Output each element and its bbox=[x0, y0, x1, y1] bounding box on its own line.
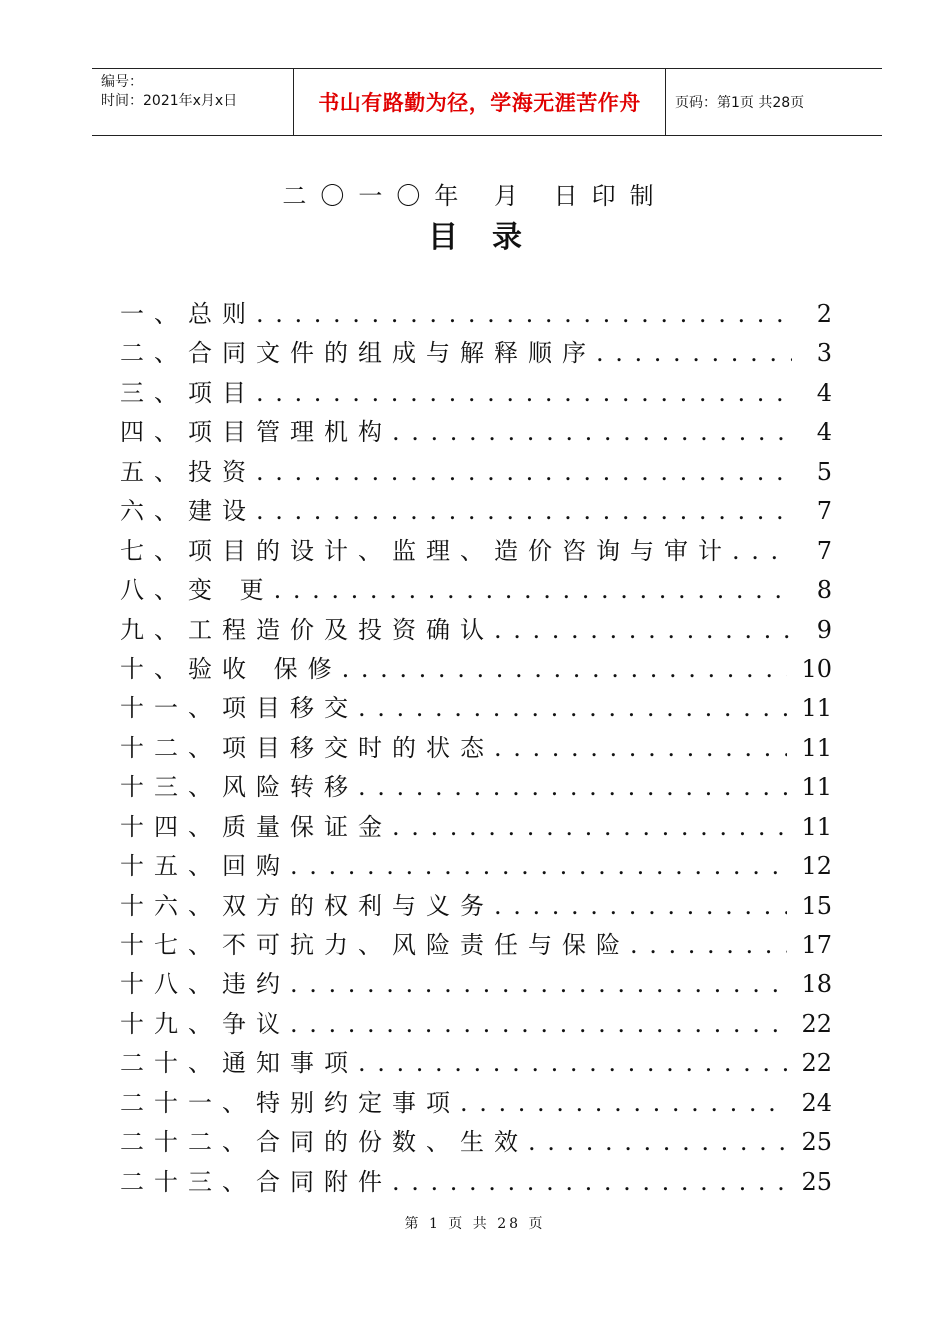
toc-entry-page: 2 bbox=[816, 300, 832, 328]
toc-entry-label: 十九、争议 bbox=[120, 1009, 290, 1038]
toc-leader-dots bbox=[358, 694, 787, 722]
toc-entry[interactable] bbox=[120, 846, 832, 885]
toc-leader-dots bbox=[256, 497, 792, 525]
toc-entry-page: 5 bbox=[816, 457, 832, 486]
toc-leader-dots bbox=[274, 576, 792, 604]
toc-entry-page: 4 bbox=[816, 418, 832, 447]
toc-entry-label: 六、建设 bbox=[120, 497, 256, 526]
toc-entry-page: 12 bbox=[801, 852, 832, 881]
toc-entry-page: 7 bbox=[816, 536, 832, 565]
toc-entry-label: 二十二、合同的份数、生效 bbox=[120, 1128, 528, 1157]
toc-entry[interactable] bbox=[120, 1004, 832, 1043]
toc-leader-dots bbox=[358, 1049, 787, 1077]
toc-entry-label: 三、项目 bbox=[120, 378, 256, 407]
toc-entry-page: 3 bbox=[816, 339, 832, 368]
toc-entry[interactable] bbox=[120, 1162, 832, 1201]
toc-entry[interactable] bbox=[120, 925, 832, 964]
toc-entry[interactable] bbox=[120, 807, 832, 846]
toc-leader-dots bbox=[392, 1168, 787, 1196]
toc-entry-label: 五、投资 bbox=[120, 457, 256, 486]
toc-entry-page: 15 bbox=[801, 891, 832, 920]
serial-label: 编号： bbox=[101, 74, 143, 90]
toc-entry[interactable] bbox=[120, 964, 832, 1003]
toc-entry-page: 22 bbox=[801, 1049, 832, 1078]
toc-entry[interactable] bbox=[120, 531, 832, 570]
toc-leader-dots bbox=[256, 379, 792, 407]
toc-leader-dots bbox=[392, 418, 792, 446]
toc-leader-dots bbox=[290, 1010, 787, 1038]
toc-entry[interactable] bbox=[120, 1122, 832, 1161]
toc-entry-page: 24 bbox=[801, 1088, 832, 1117]
print-date: 二〇一〇年 月 日印制 bbox=[282, 182, 668, 210]
toc-entry-label: 十二、项目移交时的状态 bbox=[120, 733, 494, 762]
toc-entry[interactable] bbox=[120, 728, 832, 767]
toc-entry-label: 十八、违约 bbox=[120, 970, 290, 999]
toc-entry-label: 二、合同文件的组成与解释顺序 bbox=[120, 339, 596, 368]
toc-entry-label: 九、工程造价及投资确认 bbox=[120, 615, 494, 644]
toc-leader-dots bbox=[392, 813, 787, 841]
toc-entry-label: 十四、质量保证金 bbox=[120, 812, 392, 841]
toc-leader-dots bbox=[256, 300, 792, 328]
toc-entry[interactable] bbox=[120, 649, 832, 688]
toc-entry[interactable] bbox=[120, 1043, 832, 1082]
toc-entry-page: 11 bbox=[801, 694, 832, 723]
toc-entry-label: 四、项目管理机构 bbox=[120, 418, 392, 447]
toc-entry-label: 十五、回购 bbox=[120, 852, 290, 881]
toc-entry[interactable] bbox=[120, 294, 832, 333]
toc-leader-dots bbox=[256, 458, 792, 486]
toc-entry-label: 七、项目的设计、监理、造价咨询与审计 bbox=[120, 536, 732, 565]
toc-leader-dots bbox=[358, 773, 787, 801]
toc-leader-dots bbox=[290, 852, 787, 880]
toc-entry-page: 4 bbox=[816, 378, 832, 407]
toc-entry-label: 二十一、特别约定事项 bbox=[120, 1088, 460, 1117]
toc-leader-dots bbox=[290, 970, 787, 998]
toc-leader-dots bbox=[596, 339, 792, 367]
toc-entry-page: 7 bbox=[816, 497, 832, 526]
toc-entry-page: 9 bbox=[816, 615, 832, 644]
toc-entry-page: 8 bbox=[816, 576, 832, 605]
toc-leader-dots bbox=[630, 931, 787, 959]
toc-entry-page: 11 bbox=[801, 733, 832, 762]
toc-entry[interactable] bbox=[120, 570, 832, 609]
toc-leader-dots bbox=[494, 616, 792, 644]
toc-entry-page: 25 bbox=[801, 1128, 832, 1157]
header-meta bbox=[92, 69, 293, 135]
toc-entry[interactable] bbox=[120, 491, 832, 530]
toc-entry[interactable] bbox=[120, 412, 832, 451]
toc-leader-dots bbox=[494, 734, 787, 762]
toc-entry-label: 十三、风险转移 bbox=[120, 773, 358, 802]
toc-entry-label: 二十、通知事项 bbox=[120, 1049, 358, 1078]
toc-entry-page: 11 bbox=[801, 812, 832, 841]
toc-leader-dots bbox=[494, 892, 787, 920]
toc-entry-page: 11 bbox=[801, 773, 832, 802]
toc-entry[interactable] bbox=[120, 452, 832, 491]
toc-entry[interactable] bbox=[120, 333, 832, 372]
toc-entry[interactable] bbox=[120, 688, 832, 727]
toc-entry-label: 一、总则 bbox=[120, 300, 256, 328]
header-page-info: 页码：第1页 共28页 bbox=[675, 95, 805, 111]
toc-entry-label: 二十三、合同附件 bbox=[120, 1167, 392, 1196]
page-footer: 第 1 页 共 28 页 bbox=[404, 1216, 546, 1232]
page-header bbox=[92, 68, 882, 136]
toc-entry-label: 十一、项目移交 bbox=[120, 694, 358, 723]
toc-leader-dots bbox=[528, 1128, 787, 1156]
toc-title: 目录 bbox=[428, 220, 556, 255]
toc-entry-page: 22 bbox=[801, 1009, 832, 1038]
toc-entry[interactable] bbox=[120, 1083, 832, 1122]
toc-entry-page: 10 bbox=[801, 654, 832, 683]
toc-entry-page: 25 bbox=[801, 1167, 832, 1196]
toc-entry[interactable] bbox=[120, 373, 832, 412]
toc-entry[interactable] bbox=[120, 886, 832, 925]
time-label: 时间：2021年x月x日 bbox=[101, 93, 238, 109]
toc-entry-page: 17 bbox=[801, 931, 832, 959]
toc-entry[interactable] bbox=[120, 610, 832, 649]
table-of-contents bbox=[120, 294, 832, 1201]
toc-entry-label: 十六、双方的权利与义务 bbox=[120, 891, 494, 920]
toc-entry-label: 十、验收 保修 bbox=[120, 654, 342, 683]
toc-entry-label: 十七、不可抗力、风险责任与保险 bbox=[120, 931, 630, 959]
toc-leader-dots bbox=[342, 655, 788, 683]
toc-leader-dots bbox=[460, 1089, 787, 1117]
toc-leader-dots bbox=[732, 537, 792, 565]
toc-entry-label: 八、变 更 bbox=[120, 576, 274, 605]
toc-entry[interactable] bbox=[120, 767, 832, 806]
header-motto: 书山有路勤为径，学海无涯苦作舟 bbox=[293, 69, 666, 135]
toc-entry-page: 18 bbox=[801, 970, 832, 999]
